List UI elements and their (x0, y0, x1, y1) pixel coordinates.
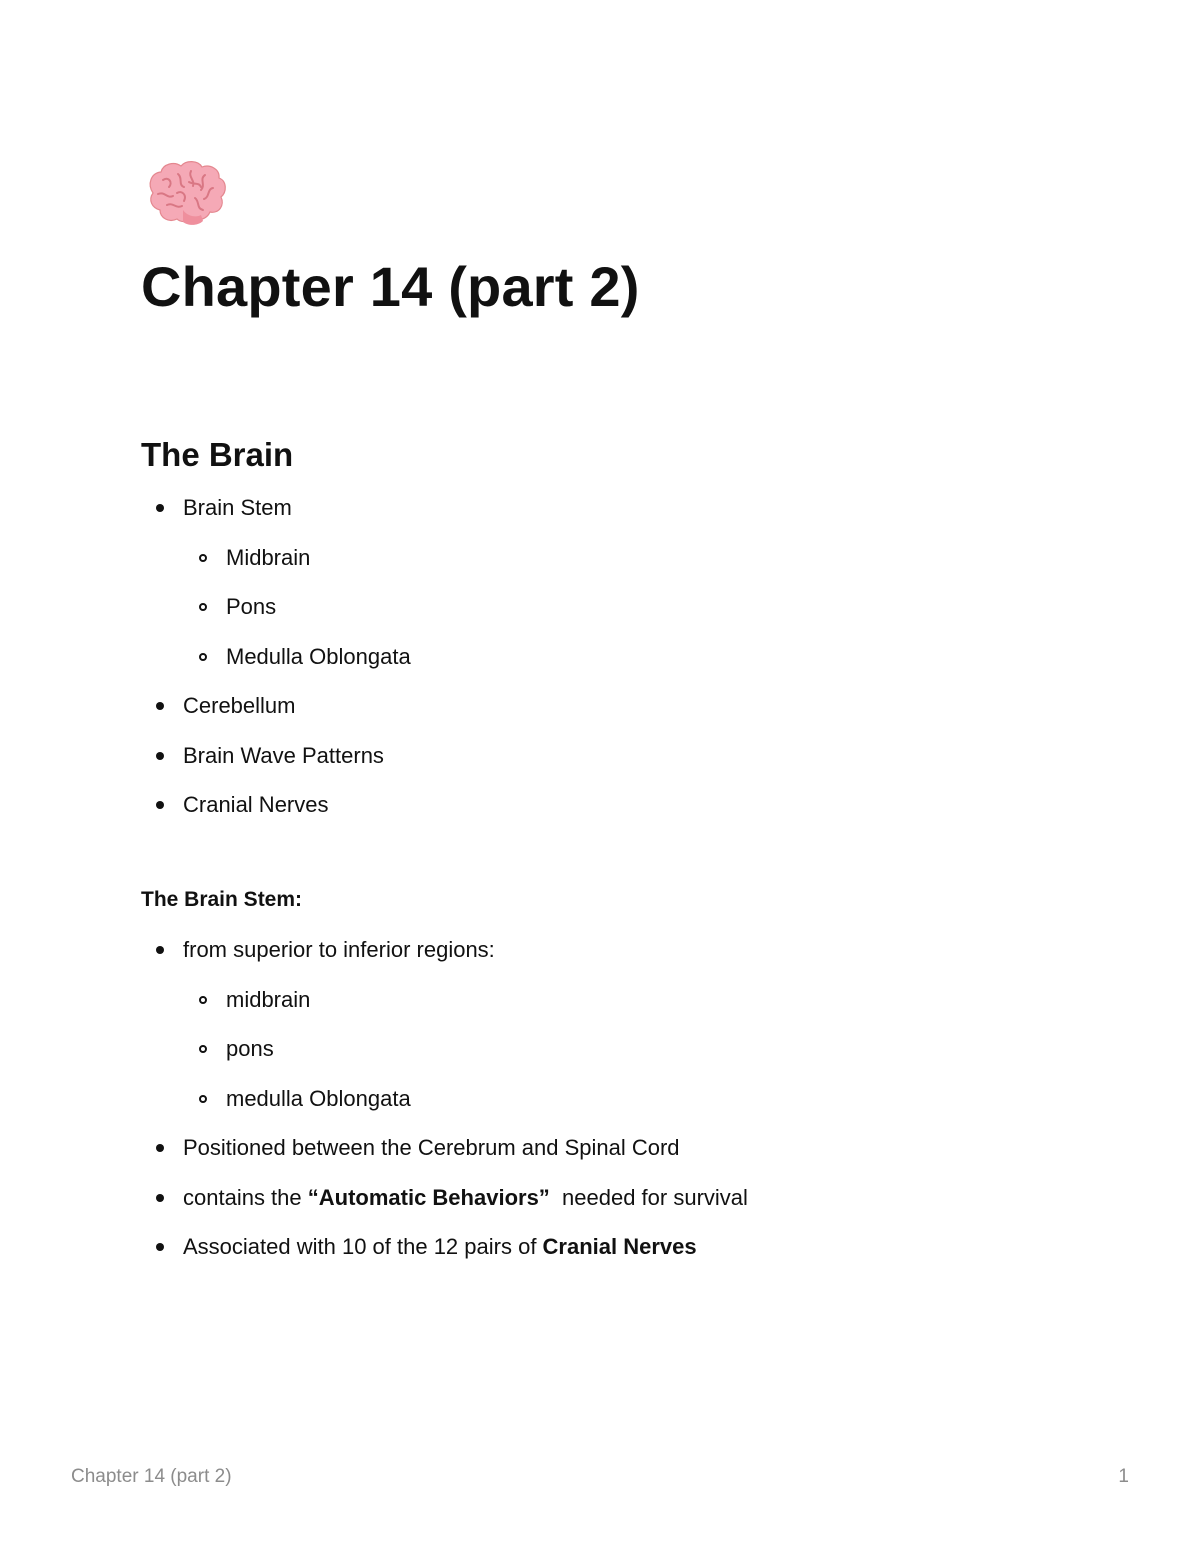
section-heading-the-brain-stem: The Brain Stem: (141, 888, 303, 911)
footer-page-number: 1 (1118, 1466, 1129, 1487)
list-item-text: pons (226, 1036, 274, 1061)
list-item (141, 785, 411, 835)
filled-bullet-icon (156, 752, 164, 760)
list-item (141, 637, 411, 687)
list-item (141, 736, 411, 786)
list-item-text: Brain Stem (183, 495, 292, 520)
list-item (141, 1178, 748, 1228)
brain-drawing (150, 162, 225, 225)
page-title: Chapter 14 (part 2) (141, 255, 640, 318)
list-item (141, 538, 411, 588)
filled-bullet-icon (156, 702, 164, 710)
list-item-bold-text: “Automatic Behaviors” (307, 1184, 550, 1210)
list-item-text: Positioned between the Cerebrum and Spinal Cord (183, 1135, 680, 1160)
list-item (141, 488, 411, 538)
list-item-text-suffix: needed for survival (549, 1184, 748, 1210)
hollow-bullet-icon (199, 1045, 207, 1053)
section-heading-the-brain: The Brain (141, 436, 294, 473)
list-item-text: medulla Oblongata (226, 1085, 411, 1111)
hollow-bullet-icon (199, 996, 207, 1004)
list-item-text-prefix: Associated with 10 of the 12 pairs of (183, 1234, 543, 1259)
filled-bullet-icon (156, 1144, 164, 1152)
list-item (141, 930, 748, 980)
list-item (141, 587, 411, 637)
brain-stem-list (141, 930, 748, 1277)
list-item (141, 980, 748, 1030)
list-item-text-prefix: contains the (183, 1184, 308, 1210)
brain-parts-list (141, 488, 411, 835)
list-item (141, 1029, 748, 1079)
hollow-bullet-icon (199, 1095, 207, 1103)
list-item (141, 686, 411, 736)
filled-bullet-icon (156, 801, 164, 809)
filled-bullet-icon (156, 1243, 164, 1251)
list-item-text: midbrain (226, 986, 311, 1012)
list-item-text: Cranial Nerves (183, 792, 329, 817)
filled-bullet-icon (156, 1194, 164, 1202)
filled-bullet-icon (156, 946, 164, 954)
list-item-text: from superior to inferior regions: (183, 937, 495, 962)
list-item-text: Midbrain (226, 544, 311, 570)
list-item-text: Cerebellum (183, 693, 296, 718)
hollow-bullet-icon (199, 603, 207, 611)
list-item-text: Medulla Oblongata (226, 643, 411, 669)
footer-document-title: Chapter 14 (part 2) (71, 1466, 232, 1487)
hollow-bullet-icon (199, 653, 207, 661)
list-item-text: Brain Wave Patterns (183, 742, 384, 768)
list-item (141, 1079, 748, 1129)
list-item (141, 1227, 748, 1277)
list-item-text: Pons (226, 594, 277, 619)
filled-bullet-icon (156, 504, 164, 512)
brain-icon (143, 158, 229, 228)
list-item-bold-text: Cranial Nerves (542, 1234, 697, 1259)
list-item (141, 1128, 748, 1178)
hollow-bullet-icon (199, 554, 207, 562)
